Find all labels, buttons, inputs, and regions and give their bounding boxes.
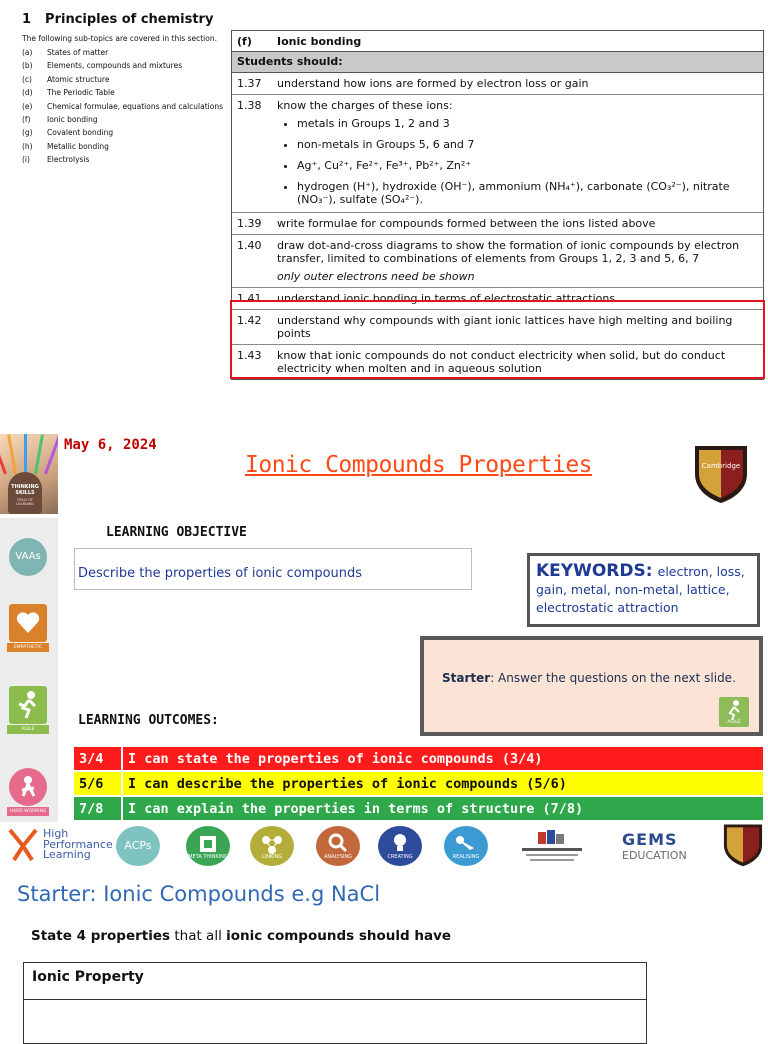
topic-heading: 1 Principles of chemistry — [22, 12, 214, 27]
adek-logo-icon — [516, 828, 588, 864]
table-row: 1.37 understand how ions are formed by electron loss or gain — [232, 73, 763, 95]
hard-working-label: HARD WORKING — [7, 807, 49, 816]
learning-objective-text: Describe the properties of ionic compounds — [78, 566, 363, 581]
spec-table-header: (f) Ionic bonding — [232, 31, 763, 52]
cambridge-shield-icon — [693, 444, 749, 504]
learning-objective-label: LEARNING OBJECTIVE — [106, 525, 247, 540]
topic-intro: The following sub-topics are covered in this section. — [22, 34, 217, 43]
learning-outcomes-label: LEARNING OUTCOMES: — [78, 713, 219, 728]
table-row: 1.39 write formulae for compounds formed between the ions listed above — [232, 213, 763, 235]
outcome-row: 7/8 I can explain the properties in terms of structure (7/8) — [74, 797, 763, 820]
starter-box — [420, 636, 763, 736]
list-item: • non-metals in Groups 5, 6 and 7 — [297, 138, 757, 151]
starter-title: Starter: Ionic Compounds e.g NaCl — [17, 882, 381, 906]
table-row: 1.41 understand ionic bonding in terms of electrostatic attractions — [232, 288, 763, 310]
gems-logo-sub: EDUCATION — [622, 849, 687, 862]
analysing-icon: ANALYSING — [316, 826, 360, 866]
agile-icon — [9, 686, 47, 724]
list-item: • metals in Groups 1, 2 and 3 — [297, 117, 757, 130]
specification-section — [0, 0, 768, 385]
keywords-label: KEYWORDS: — [536, 561, 653, 581]
highlight-box — [230, 300, 765, 379]
list-item: (a) States of matter — [22, 48, 109, 57]
linking-icon: LINKING — [250, 826, 294, 866]
outcome-row: 5/6 I can describe the properties of ionic compounds (5/6) — [74, 772, 763, 795]
starter-prompt: Starter: Answer the questions on the next slide. — [442, 671, 736, 685]
table-row: 1.40 draw dot-and-cross diagrams to show the formation of ionic compounds by electron transfer, limited to combinations of elements from Groups 1, 2, 3 and 5, 6, 7 only outer electrons need be shown — [232, 235, 763, 288]
starter-instruction: State 4 properties that all ionic compounds should have — [31, 928, 452, 944]
ion-list — [277, 117, 757, 206]
ionic-property-table — [23, 962, 647, 1044]
subtopic-list — [22, 46, 223, 167]
hpl-logo-text: High Performance Learning — [43, 827, 113, 861]
hpl-logo-icon — [8, 828, 38, 862]
list-item: (d) The Periodic Table — [22, 88, 115, 98]
realising-icon: REALISING — [444, 826, 488, 866]
gems-logo: GEMS — [622, 830, 678, 849]
list-item: (f) Ionic bonding — [22, 115, 98, 125]
spec-students-should: Students should: — [232, 52, 763, 73]
table-row: 1.38 know the charges of these ions: • metals in Groups 1, 2 and 3 • non-metals in Groups 5, 6 and 7 • Ag⁺, Cu²⁺, Fe²⁺, Fe³⁺, Pb²⁺, Zn²⁺ • hydrogen (H⁺), hydroxide (OH⁻), ammonium (NH₄⁺), carbonate (CO₃²⁻), nitrate (NO₃⁻), sulfate (SO₄²⁻). — [232, 95, 763, 213]
keywords-text: electron, loss, gain, metal, non-metal, lattice, electrostatic attraction — [536, 564, 745, 615]
meta-thinking-icon: META THINKING — [186, 826, 230, 866]
vaas-icon: VAAs — [9, 538, 47, 576]
empathetic-label: EMPATHETIC — [7, 643, 49, 652]
agile-label: AGILE — [7, 725, 49, 734]
cambridge-shield-small-icon — [722, 823, 764, 867]
hard-working-icon — [9, 768, 47, 806]
list-item: (e) Chemical formulae, equations and calculations — [22, 101, 223, 111]
table-row: 1.42 understand why compounds with giant ionic lattices have high melting and boiling points — [232, 310, 763, 345]
outcome-row: 3/4 I can state the properties of ionic compounds (3/4) — [74, 747, 763, 770]
list-item: (b) Elements, compounds and mixtures — [22, 61, 183, 71]
table-row: 1.43 know that ionic compounds do not conduct electricity when solid, but do conduct electricity when molten and in aqueous solution — [237, 349, 726, 375]
list-item: • Ag⁺, Cu²⁺, Fe²⁺, Fe³⁺, Pb²⁺, Zn²⁺ — [297, 159, 757, 172]
list-item: (h) Metallic bonding — [22, 141, 109, 151]
lesson-title: Ionic Compounds Properties — [245, 452, 593, 478]
list-item: • hydrogen (H⁺), hydroxide (OH⁻), ammonium (NH₄⁺), carbonate (CO₃²⁻), nitrate (NO₃⁻), sulfate (SO₄²⁻). — [297, 180, 757, 206]
creating-icon: CREATING — [378, 826, 422, 866]
empathetic-icon — [9, 604, 47, 642]
keywords-box — [527, 553, 760, 627]
agile-badge-label: AGILE — [727, 720, 741, 725]
lesson-date: May 6, 2024 — [64, 437, 157, 453]
list-item: (i) Electrolysis — [22, 155, 90, 165]
acps-icon: ACPs — [116, 826, 160, 866]
table-header: Ionic Property — [24, 963, 646, 1000]
cambridge-label: Cambridge — [701, 462, 741, 470]
thinking-skills-logo: THINKING SKILLS FIELD OF LEARNING — [0, 434, 58, 514]
agile-badge-icon — [719, 697, 749, 727]
list-item: (g) Covalent bonding — [22, 128, 114, 138]
list-item: (c) Atomic structure — [22, 74, 110, 84]
